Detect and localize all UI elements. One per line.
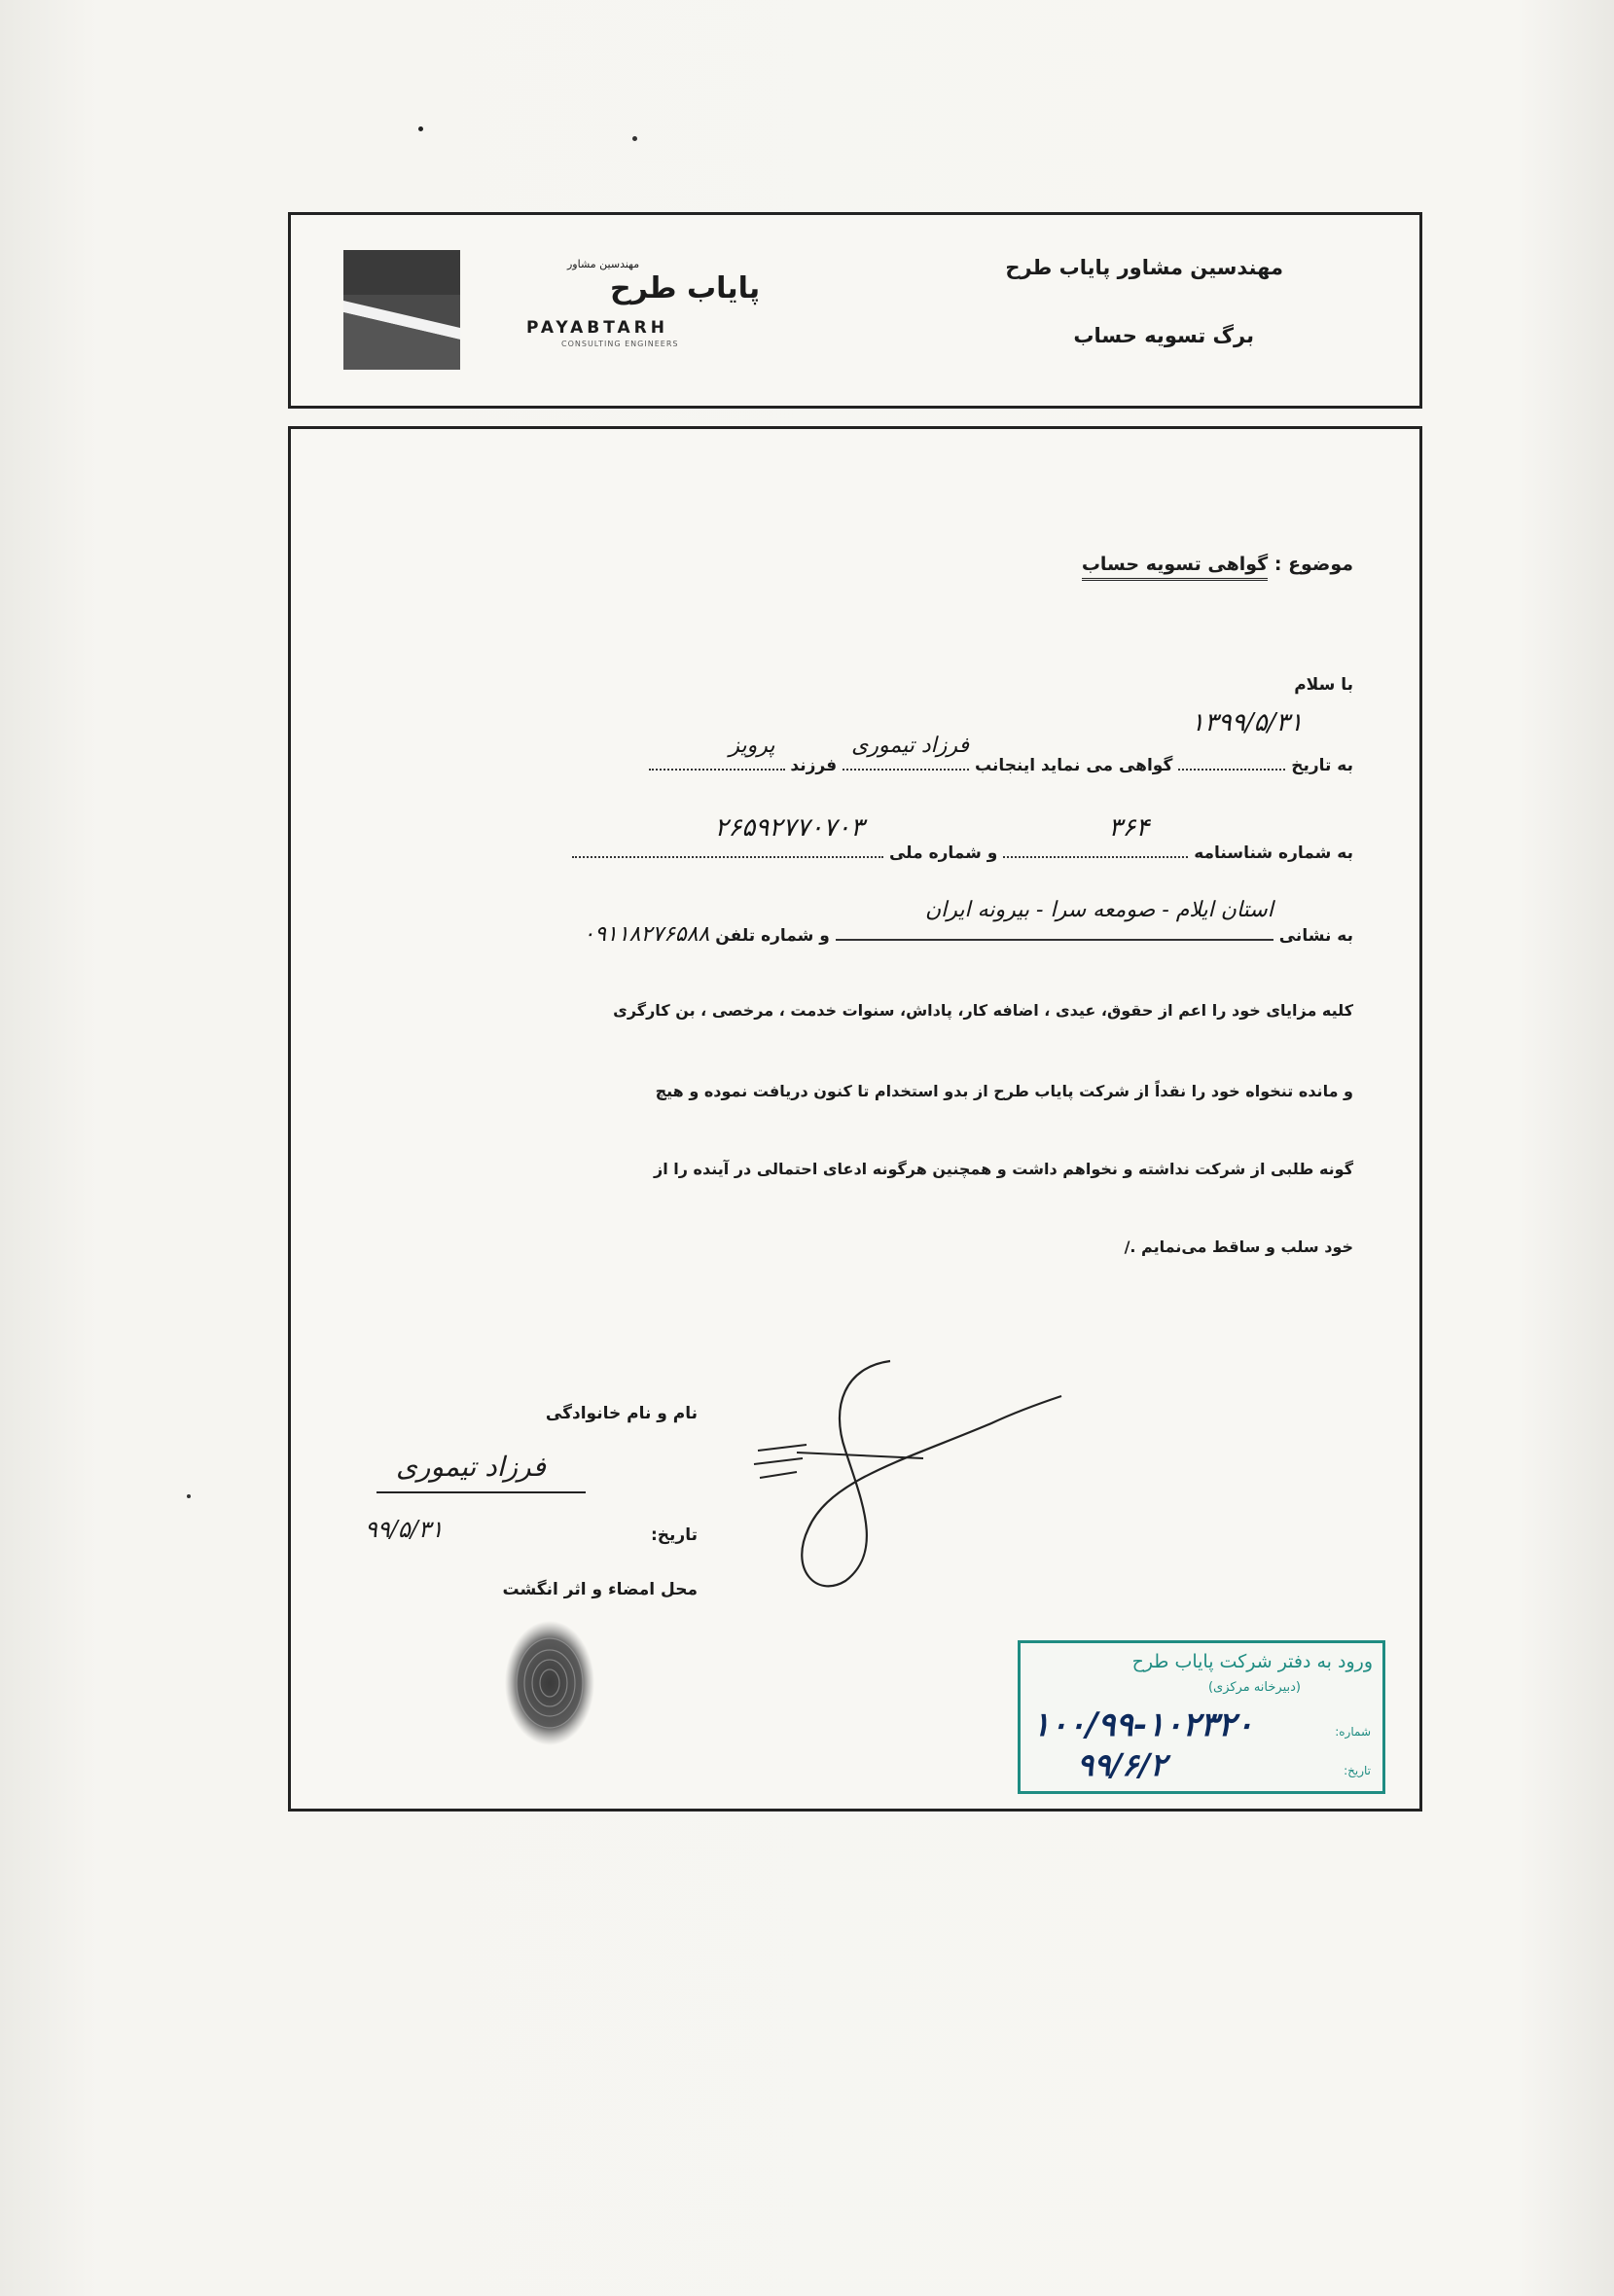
fingerprint-icon: [501, 1618, 598, 1748]
phone-label: و شماره تلفن: [715, 926, 830, 946]
subject-value: گواهی تسویه حساب: [1082, 554, 1268, 581]
body-paragraph-line: و مانده تنخواه خود را نقداً از شرکت پایاب طرح از بدو استخدام تا کنون دریافت نموده و هیچ: [655, 1082, 1353, 1100]
id-line: [572, 813, 1353, 863]
date-name-line: [649, 708, 1354, 775]
stamp-number-label: شماره:: [1335, 1725, 1371, 1739]
letterhead: [288, 212, 1422, 409]
stamp-date-handwritten: ۹۹/۶/۲: [1077, 1746, 1167, 1783]
stamp-title: ورود به دفتر شرکت پایاب طرح: [1131, 1651, 1373, 1672]
company-logo: [343, 250, 771, 386]
address-handwritten: استان ایلام - صومعه سرا - بیرونه ایران: [924, 898, 1273, 922]
greeting: با سلام: [1294, 675, 1353, 695]
full-name-handwritten: فرزاد تیموری: [396, 1451, 546, 1483]
logo-subtitle: CONSULTING ENGINEERS: [561, 340, 679, 348]
date-field: [1178, 708, 1304, 771]
national-id-handwritten: ۲۶۵۹۲۷۷۰۷۰۳: [714, 813, 865, 843]
body-paragraph-line: خود سلب و ساقط می‌نمایم ./: [1124, 1238, 1353, 1256]
name-handwritten: فرزاد تیموری: [851, 734, 970, 758]
signature-place-label: محل امضاء و اثر انگشت: [502, 1580, 698, 1599]
stamp-subtitle: (دبیرخانه مرکزی): [1207, 1680, 1301, 1695]
signature-date-label: تاریخ:: [651, 1525, 698, 1545]
birth-certificate-label: به شماره شناسنامه: [1194, 843, 1353, 863]
speck: [187, 1494, 191, 1498]
subject-label: موضوع :: [1273, 554, 1353, 575]
address-field: [836, 898, 1273, 941]
organization-name: مهندسین مشاور پایاب طرح: [1005, 256, 1283, 279]
national-id-label: و شماره ملی: [888, 843, 998, 863]
phone-handwritten: ۰۹۱۱۸۲۷۶۵۸۸: [583, 922, 710, 947]
name-field: [843, 734, 970, 771]
letter-body: [288, 426, 1422, 1812]
speck: [418, 126, 423, 131]
birth-certificate-field: [1003, 813, 1188, 858]
name-underline: [377, 1491, 586, 1493]
national-id-field: [572, 813, 883, 858]
subject-line: [1082, 554, 1353, 575]
certify-text: گواهی می نماید اینجانب: [974, 756, 1173, 775]
father-handwritten: پرویز: [729, 734, 775, 758]
father-field: [649, 734, 785, 771]
signature-scribble: [699, 1344, 1069, 1596]
logo-mark-icon: [343, 250, 460, 370]
birth-certificate-handwritten: ۳۶۴: [1108, 813, 1150, 843]
body-paragraph-line: گونه طلبی از شرکت نداشته و نخواهم داشت و همچنین هرگونه ادعای احتمالی در آینده را از: [654, 1160, 1353, 1178]
signature-date-handwritten: ۹۹/۵/۳۱: [365, 1516, 444, 1543]
stamp-number-handwritten: ۱۰۰/۹۹-۱۰۲۳۲۰: [1032, 1705, 1254, 1744]
logo-english-name: PAYABTARH: [526, 318, 668, 338]
address-line: [583, 898, 1353, 947]
logo-persian-name: پایاب طرح: [610, 271, 761, 305]
date-prefix: به تاریخ: [1291, 756, 1353, 775]
child-of-label: فرزند: [790, 756, 838, 775]
stamp-date-label: تاریخ:: [1344, 1764, 1371, 1777]
date-handwritten: ۱۳۹۹/۵/۳۱: [1190, 708, 1304, 737]
speck: [632, 136, 637, 141]
form-title: برگ تسویه حساب: [1073, 324, 1254, 347]
address-label: به نشانی: [1278, 926, 1353, 946]
full-name-label: نام و نام خانوادگی: [545, 1404, 698, 1423]
body-paragraph-line: کلیه مزایای خود را اعم از حقوق، عیدی ، اضافه کار، پاداش، سنوات خدمت ، مرخصی ، بن کارگری: [613, 1001, 1353, 1020]
logo-top-text: مهندسین مشاور: [567, 258, 640, 270]
registration-stamp: [1018, 1640, 1385, 1794]
